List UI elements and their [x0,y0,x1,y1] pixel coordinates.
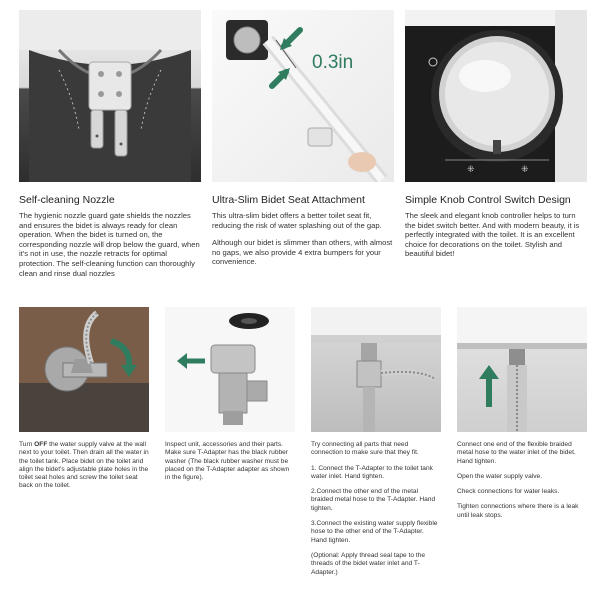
step-paragraph: Inspect unit, accessories and their parts. Make sure T-Adapter has the black rubber washer (The black rubber washer must be placed on the T-Adapter adapter as shown in the figure). [165,441,290,482]
slim-profile-illustration [212,10,394,182]
ultra-slim-attachment-image [212,10,394,182]
step-3-connection-image [311,307,441,432]
step-2-t-adapter-image [165,307,295,432]
step-paragraph: Tighten connections where there is a leak until leak stops. [457,503,579,519]
step-paragraph [19,441,149,491]
knob-control-image [405,10,587,182]
install-step-3 [311,441,441,577]
nozzle-illustration [19,10,201,182]
feature-paragraph: The hygienic nozzle guard gate shields the nozzles and ensures the bidet is always ready for clean operation. When the bidet is turned on, the corresponding nozzle will drop below the guard, when it's not in use, the nozzle retracts for optimal protection. The self-cleaning function can thoroughly clean and rinse dual nozzles [19,211,200,278]
step-1-valve-image [19,307,149,432]
hose-connection-illustration [311,307,441,432]
feature-self-cleaning [19,194,201,278]
shutoff-valve-illustration [19,307,149,432]
feature-title: Self-cleaning Nozzle [19,194,115,206]
step-4-hose-image [457,307,587,432]
step-paragraph: 3.Connect the existing water supply flexible hose to the other end of the T-Adapter. Hand tighten. [311,520,438,544]
knob-illustration [405,10,587,182]
feature-paragraph: This ultra-slim bidet offers a better toilet seat fit, reducing the risk of water splashing out of the gap. [212,211,382,230]
feature-title: Ultra-Slim Bidet Seat Attachment [212,194,365,206]
step-paragraph: Try connecting all parts that need connection to make sure that they fit. [311,441,419,457]
bidet-hose-illustration [457,307,587,432]
install-step-2 [165,441,295,482]
step-paragraph: Check connections for water leaks. [457,488,560,496]
step-paragraph: 1. Connect the T-Adapter to the toilet tank water inlet. Hand tighten. [311,464,433,480]
step-text-lead: Turn [19,441,35,448]
feature-paragraph: The sleek and elegant knob controller helps to turn the bidet switch better. And with modern beauty, it is perfectly integrated with the toilet. It is an excellent choice for decorations on the toilet. Stylish and beautiful bidet! [405,211,580,259]
feature-knob-control [405,194,587,259]
install-step-1 [19,441,149,491]
step-paragraph: (Optional: Apply thread seal tape to the threads of the bidet water inlet and T-Adapter.) [311,551,425,576]
step-paragraph: Connect one end of the flexible braided metal hose to the water inlet of the bidet. Hand tighten. [457,441,576,465]
feature-paragraph: Although our bidet is slimmer than others, with almost no gaps, we also provide 4 extra bumpers for your convenience. [212,238,393,267]
feature-title: Simple Knob Control Switch Design [405,194,571,206]
step-text-rest: the water supply valve at the wall next to your toilet. Then drain all the water in the toilet tank. Place bidet on the toilet and align the bidet's adjustable plate holes in the toilet seat holes and screw the toilet seat back on the toilet. [19,441,149,490]
t-adapter-illustration [165,307,295,432]
gap-measurement-label: 0.3in [312,52,354,73]
step-paragraph: Open the water supply valve. [457,472,543,480]
feature-ultra-slim [212,194,394,267]
svg-text:⁜: ⁜ [467,165,475,175]
svg-text:⁜: ⁜ [521,165,529,175]
step-paragraph: 2.Connect the other end of the metal braided metal hose to the T-Adapter. Hand tighten. [311,488,436,512]
install-step-4 [457,441,587,520]
step-text-emphasis: OFF [34,441,48,448]
self-cleaning-nozzle-image [19,10,201,182]
